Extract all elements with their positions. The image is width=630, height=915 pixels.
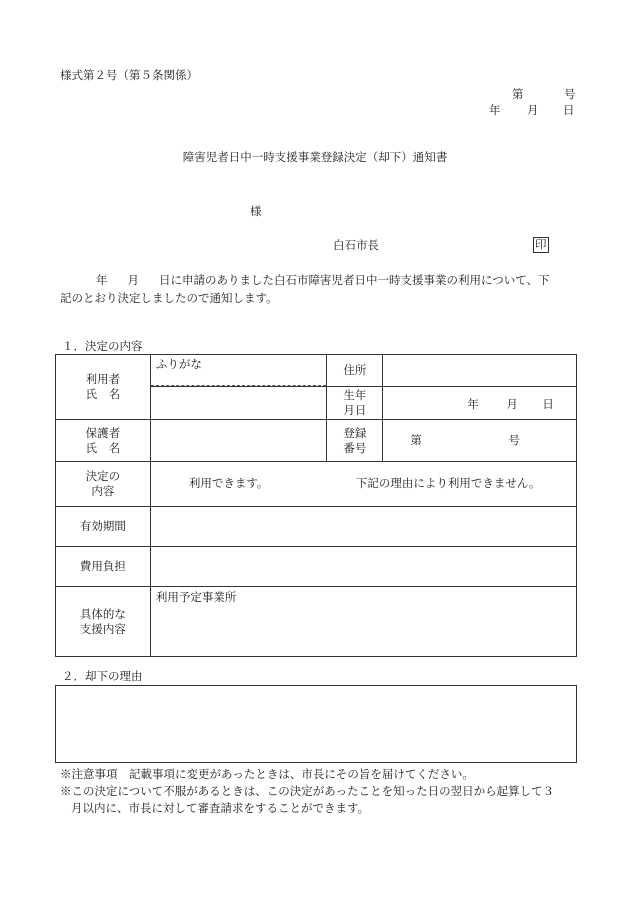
reg-label-line2: 番号	[343, 440, 367, 455]
table-row	[56, 462, 577, 507]
user-name-value-cell[interactable]	[150, 387, 327, 420]
support-label-cell	[56, 587, 151, 657]
decision-option-approved[interactable]: 利用できます。	[188, 476, 269, 490]
reg-label-line1: 登録	[343, 425, 367, 440]
table-row	[56, 547, 577, 587]
birth-label-line1: 生年	[343, 388, 367, 402]
table-row	[56, 507, 577, 547]
intro-line-1	[60, 271, 575, 289]
address-label: 住所	[343, 363, 367, 377]
user-name-label-cell	[56, 355, 151, 420]
document-title: 障害児者日中一時支援事業登録決定（却下）通知書	[182, 150, 448, 164]
support-value-cell[interactable]	[150, 587, 576, 657]
validity-label: 有効期間	[79, 519, 126, 533]
decision-option-rejected[interactable]: 下記の理由により利用できません。	[355, 476, 541, 490]
intro-line-2: 記のとおり決定しましたので通知します。	[60, 291, 278, 305]
section2-heading: ２．却下の理由	[62, 669, 143, 683]
date-day: 日	[563, 103, 575, 117]
doc-number-suffix: 号	[564, 87, 576, 101]
planned-provider-label: 利用予定事業所	[155, 590, 237, 604]
decision-label-line1: 決定の	[85, 469, 121, 483]
rejection-reason-box[interactable]	[55, 685, 577, 763]
birth-month: 月	[506, 397, 518, 411]
cost-label-cell	[56, 547, 151, 587]
intro-month: 月	[127, 273, 139, 287]
user-label-line1: 利用者	[85, 372, 121, 386]
notes-block	[60, 766, 554, 817]
section1-heading: １．決定の内容	[62, 339, 143, 353]
validity-label-cell	[56, 507, 151, 547]
doc-number-prefix: 第	[512, 87, 524, 101]
decision-table	[55, 354, 577, 657]
date-year: 年	[489, 103, 501, 117]
note-appeal-line2: 月以内に、市長に対して審査請求をすることができます。	[71, 801, 370, 815]
note-appeal-line1: ※この決定について不服があるときは、この決定があったことを知った日の翌日から起算して３	[60, 784, 555, 798]
guardian-label-cell	[56, 420, 151, 462]
user-label-line2: 氏 名	[85, 387, 121, 401]
birthdate-label-cell	[327, 387, 383, 420]
decision-value-cell[interactable]	[150, 462, 576, 507]
address-value-cell[interactable]	[383, 355, 577, 387]
guardian-label-line2: 氏 名	[85, 440, 121, 455]
registration-label-cell	[327, 420, 383, 462]
guardian-label-line1: 保護者	[85, 425, 121, 440]
seal-mark: 印	[535, 237, 547, 251]
furigana-label: ふりがな	[155, 357, 202, 371]
table-row	[56, 587, 577, 657]
intro-line1-text: 日に申請のありました白石市障害児者日中一時支援事業の利用について、下	[159, 273, 550, 287]
reg-prefix: 第	[410, 433, 422, 447]
birthdate-value-cell[interactable]	[383, 387, 577, 420]
note-change-notice: ※注意事項 記載事項に変更があったときは、市長にその旨を届けてください。	[60, 767, 474, 781]
birth-day: 日	[542, 397, 554, 411]
form-number: 様式第２号（第５条関係）	[60, 68, 198, 82]
date-month: 月	[527, 103, 539, 117]
support-label-line2: 支援内容	[79, 621, 126, 636]
intro-paragraph	[60, 271, 575, 307]
recipient-honorific: 様	[250, 204, 262, 218]
address-label-cell	[327, 355, 383, 387]
furigana-cell[interactable]	[150, 355, 327, 387]
table-row	[56, 355, 577, 387]
intro-year: 年	[96, 273, 108, 287]
guardian-value-cell[interactable]	[150, 420, 327, 462]
cost-label: 費用負担	[79, 559, 126, 573]
table-row	[56, 420, 577, 462]
birth-year: 年	[467, 397, 479, 411]
birth-label-line2: 月日	[343, 403, 367, 417]
support-label-line1: 具体的な	[79, 606, 126, 621]
validity-value-cell[interactable]	[150, 507, 576, 547]
issuer-name: 白石市長	[333, 238, 379, 252]
registration-value-cell[interactable]	[383, 420, 577, 462]
reg-suffix: 号	[508, 433, 520, 447]
cost-value-cell[interactable]	[150, 547, 576, 587]
decision-label-cell	[56, 462, 151, 507]
decision-label-line2: 内容	[91, 484, 115, 498]
